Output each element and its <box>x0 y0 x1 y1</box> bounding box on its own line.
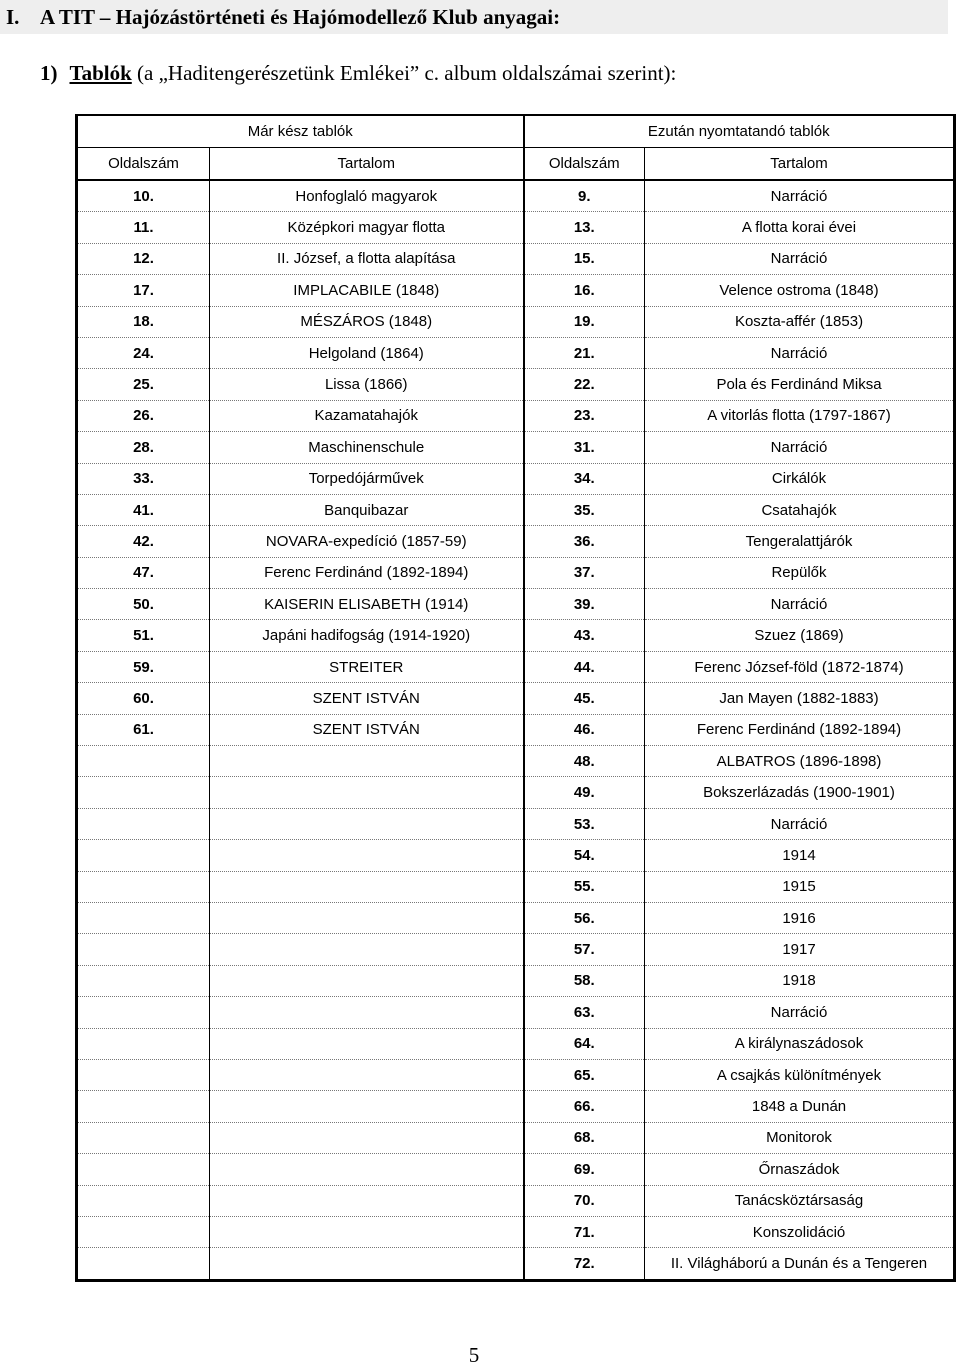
page-done-cell: 17. <box>77 275 210 306</box>
page-todo-cell: 34. <box>524 463 645 494</box>
column-header-page: Oldalszám <box>524 148 645 181</box>
table-row <box>77 1248 955 1280</box>
subsection-description: (a „Haditengerészetünk Emlékei” c. album oldalszámai szerint): <box>131 61 677 85</box>
page-done-cell <box>77 840 210 871</box>
page-done-cell <box>77 997 210 1028</box>
page-todo-cell: 23. <box>524 400 645 431</box>
content-done-cell <box>210 1248 524 1280</box>
content-todo-cell: 1848 a Dunán <box>645 1091 955 1122</box>
page-todo-cell: 54. <box>524 840 645 871</box>
table-row <box>77 1216 955 1247</box>
page-done-cell <box>77 934 210 965</box>
content-todo-cell: II. Világháború a Dunán és a Tengeren <box>645 1248 955 1280</box>
content-done-cell: NOVARA-expedíció (1857-59) <box>210 526 524 557</box>
content-todo-cell: A flotta korai évei <box>645 212 955 243</box>
page-todo-cell: 58. <box>524 965 645 996</box>
content-todo-cell: Jan Mayen (1882-1883) <box>645 683 955 714</box>
content-todo-cell: Koszta-affér (1853) <box>645 306 955 337</box>
table-row <box>77 746 955 777</box>
content-todo-cell: 1917 <box>645 934 955 965</box>
content-done-cell: Helgoland (1864) <box>210 337 524 368</box>
table-row <box>77 589 955 620</box>
table-row <box>77 808 955 839</box>
content-done-cell <box>210 1091 524 1122</box>
table-row <box>77 1185 955 1216</box>
page-done-cell <box>77 777 210 808</box>
table-row <box>77 1059 955 1090</box>
table-row <box>77 306 955 337</box>
page-todo-cell: 35. <box>524 494 645 525</box>
content-todo-cell: Narráció <box>645 337 955 368</box>
page-todo-cell: 70. <box>524 1185 645 1216</box>
content-todo-cell: Ferenc Ferdinánd (1892-1894) <box>645 714 955 745</box>
content-todo-cell: 1915 <box>645 871 955 902</box>
content-todo-cell: 1914 <box>645 840 955 871</box>
content-done-cell <box>210 934 524 965</box>
content-done-cell <box>210 1216 524 1247</box>
page-done-cell: 10. <box>77 180 210 212</box>
page-todo-cell: 22. <box>524 369 645 400</box>
page-done-cell <box>77 1028 210 1059</box>
table-row <box>77 902 955 933</box>
page-done-cell: 25. <box>77 369 210 400</box>
content-todo-cell: Tanácsköztársaság <box>645 1185 955 1216</box>
table-row <box>77 620 955 651</box>
table-row <box>77 400 955 431</box>
table-row <box>77 337 955 368</box>
page-done-cell <box>77 1154 210 1185</box>
content-done-cell: STREITER <box>210 651 524 682</box>
group-header-todo: Ezután nyomtatandó tablók <box>524 115 955 148</box>
content-todo-cell: Csatahajók <box>645 494 955 525</box>
table-row <box>77 494 955 525</box>
table-row <box>77 777 955 808</box>
table-row <box>77 683 955 714</box>
table-row <box>77 526 955 557</box>
content-done-cell: Honfoglaló magyarok <box>210 180 524 212</box>
page-done-cell: 33. <box>77 463 210 494</box>
content-todo-cell: Őrnaszádok <box>645 1154 955 1185</box>
content-todo-cell: Narráció <box>645 243 955 274</box>
page-done-cell <box>77 808 210 839</box>
content-todo-cell: ALBATROS (1896-1898) <box>645 746 955 777</box>
content-todo-cell: 1918 <box>645 965 955 996</box>
page-todo-cell: 72. <box>524 1248 645 1280</box>
content-todo-cell: Bokszerlázadás (1900-1901) <box>645 777 955 808</box>
content-todo-cell: Monitorok <box>645 1122 955 1153</box>
content-todo-cell: Narráció <box>645 808 955 839</box>
table-row <box>77 243 955 274</box>
content-done-cell: KAISERIN ELISABETH (1914) <box>210 589 524 620</box>
page-todo-cell: 45. <box>524 683 645 714</box>
section-title: A TIT – Hajózástörténeti és Hajómodellező Klub anyagai: <box>40 5 561 29</box>
page-done-cell: 50. <box>77 589 210 620</box>
page-done-cell <box>77 871 210 902</box>
content-done-cell: SZENT ISTVÁN <box>210 683 524 714</box>
page-todo-cell: 48. <box>524 746 645 777</box>
page-todo-cell: 63. <box>524 997 645 1028</box>
page-done-cell: 28. <box>77 432 210 463</box>
content-done-cell: Ferenc Ferdinánd (1892-1894) <box>210 557 524 588</box>
page-todo-cell: 71. <box>524 1216 645 1247</box>
column-header-content: Tartalom <box>210 148 524 181</box>
page-todo-cell: 19. <box>524 306 645 337</box>
table-row <box>77 212 955 243</box>
page-todo-cell: 44. <box>524 651 645 682</box>
page-done-cell <box>77 1091 210 1122</box>
page-number: 5 <box>468 1343 480 1367</box>
content-done-cell <box>210 965 524 996</box>
content-done-cell <box>210 1059 524 1090</box>
page-todo-cell: 31. <box>524 432 645 463</box>
page-todo-cell: 65. <box>524 1059 645 1090</box>
page-todo-cell: 68. <box>524 1122 645 1153</box>
table-row <box>77 1122 955 1153</box>
table-row <box>77 871 955 902</box>
page-todo-cell: 43. <box>524 620 645 651</box>
table-row <box>77 1154 955 1185</box>
content-done-cell: Banquibazar <box>210 494 524 525</box>
subsection-heading <box>40 56 676 90</box>
table-row <box>77 180 955 212</box>
page-todo-cell: 46. <box>524 714 645 745</box>
content-done-cell <box>210 997 524 1028</box>
content-done-cell <box>210 808 524 839</box>
page-done-cell: 18. <box>77 306 210 337</box>
content-done-cell <box>210 1185 524 1216</box>
content-done-cell: Lissa (1866) <box>210 369 524 400</box>
content-todo-cell: Narráció <box>645 997 955 1028</box>
content-done-cell: II. József, a flotta alapítása <box>210 243 524 274</box>
page-done-cell: 60. <box>77 683 210 714</box>
table-row <box>77 369 955 400</box>
page-done-cell <box>77 1248 210 1280</box>
page-todo-cell: 55. <box>524 871 645 902</box>
content-done-cell: MÉSZÁROS (1848) <box>210 306 524 337</box>
content-done-cell <box>210 746 524 777</box>
section-heading <box>0 0 948 34</box>
content-done-cell: Kazamatahajók <box>210 400 524 431</box>
page-done-cell <box>77 965 210 996</box>
page-done-cell: 51. <box>77 620 210 651</box>
page-done-cell: 12. <box>77 243 210 274</box>
section-number: I. <box>6 5 20 29</box>
content-done-cell <box>210 840 524 871</box>
content-todo-cell: Narráció <box>645 432 955 463</box>
content-done-cell <box>210 1028 524 1059</box>
content-done-cell <box>210 871 524 902</box>
page-done-cell <box>77 1185 210 1216</box>
page-todo-cell: 64. <box>524 1028 645 1059</box>
content-todo-cell: 1916 <box>645 902 955 933</box>
page-todo-cell: 21. <box>524 337 645 368</box>
page-todo-cell: 57. <box>524 934 645 965</box>
content-todo-cell: A csajkás különítmények <box>645 1059 955 1090</box>
content-done-cell: Maschinenschule <box>210 432 524 463</box>
page-done-cell: 24. <box>77 337 210 368</box>
column-header-page: Oldalszám <box>77 148 210 181</box>
content-todo-cell: Konszolidáció <box>645 1216 955 1247</box>
table-row <box>77 463 955 494</box>
content-done-cell <box>210 1154 524 1185</box>
content-todo-cell: Narráció <box>645 589 955 620</box>
table-row <box>77 1091 955 1122</box>
page-done-cell: 26. <box>77 400 210 431</box>
tablo-table <box>75 114 956 1282</box>
content-done-cell: Torpedójárművek <box>210 463 524 494</box>
content-done-cell: Középkori magyar flotta <box>210 212 524 243</box>
content-done-cell: SZENT ISTVÁN <box>210 714 524 745</box>
content-todo-cell: Repülők <box>645 557 955 588</box>
page-todo-cell: 56. <box>524 902 645 933</box>
page-done-cell: 61. <box>77 714 210 745</box>
content-todo-cell: Velence ostroma (1848) <box>645 275 955 306</box>
subsection-number: 1) <box>40 61 58 85</box>
page-done-cell: 41. <box>77 494 210 525</box>
page-done-cell: 11. <box>77 212 210 243</box>
table-row <box>77 934 955 965</box>
page-done-cell: 47. <box>77 557 210 588</box>
content-todo-cell: Narráció <box>645 180 955 212</box>
table-row <box>77 432 955 463</box>
content-done-cell <box>210 777 524 808</box>
page-done-cell <box>77 1122 210 1153</box>
page-done-cell: 42. <box>77 526 210 557</box>
column-header-content: Tartalom <box>645 148 955 181</box>
page-todo-cell: 9. <box>524 180 645 212</box>
table-row <box>77 275 955 306</box>
content-todo-cell: Pola és Ferdinánd Miksa <box>645 369 955 400</box>
page-todo-cell: 66. <box>524 1091 645 1122</box>
table-body <box>77 115 955 1280</box>
table-row <box>77 1028 955 1059</box>
content-todo-cell: Cirkálók <box>645 463 955 494</box>
content-todo-cell: Tengeralattjárók <box>645 526 955 557</box>
content-done-cell <box>210 1122 524 1153</box>
table-row <box>77 997 955 1028</box>
column-header-row <box>77 148 955 181</box>
page-todo-cell: 69. <box>524 1154 645 1185</box>
table-row <box>77 965 955 996</box>
page-todo-cell: 16. <box>524 275 645 306</box>
content-done-cell <box>210 902 524 933</box>
page-done-cell <box>77 1216 210 1247</box>
page-todo-cell: 36. <box>524 526 645 557</box>
content-done-cell: IMPLACABILE (1848) <box>210 275 524 306</box>
page-done-cell: 59. <box>77 651 210 682</box>
page-done-cell <box>77 902 210 933</box>
content-todo-cell: A vitorlás flotta (1797-1867) <box>645 400 955 431</box>
group-header-row <box>77 115 955 148</box>
table-row <box>77 557 955 588</box>
content-todo-cell: Ferenc József-föld (1872-1874) <box>645 651 955 682</box>
group-header-done: Már kész tablók <box>77 115 524 148</box>
page-todo-cell: 49. <box>524 777 645 808</box>
page-todo-cell: 39. <box>524 589 645 620</box>
page-todo-cell: 37. <box>524 557 645 588</box>
page-todo-cell: 53. <box>524 808 645 839</box>
page-todo-cell: 15. <box>524 243 645 274</box>
page-todo-cell: 13. <box>524 212 645 243</box>
page-done-cell <box>77 1059 210 1090</box>
subsection-keyword: Tablók <box>69 61 132 85</box>
table-row <box>77 840 955 871</box>
table-row <box>77 651 955 682</box>
table-row <box>77 714 955 745</box>
content-todo-cell: A királynaszádosok <box>645 1028 955 1059</box>
content-todo-cell: Szuez (1869) <box>645 620 955 651</box>
content-done-cell: Japáni hadifogság (1914-1920) <box>210 620 524 651</box>
page-done-cell <box>77 746 210 777</box>
